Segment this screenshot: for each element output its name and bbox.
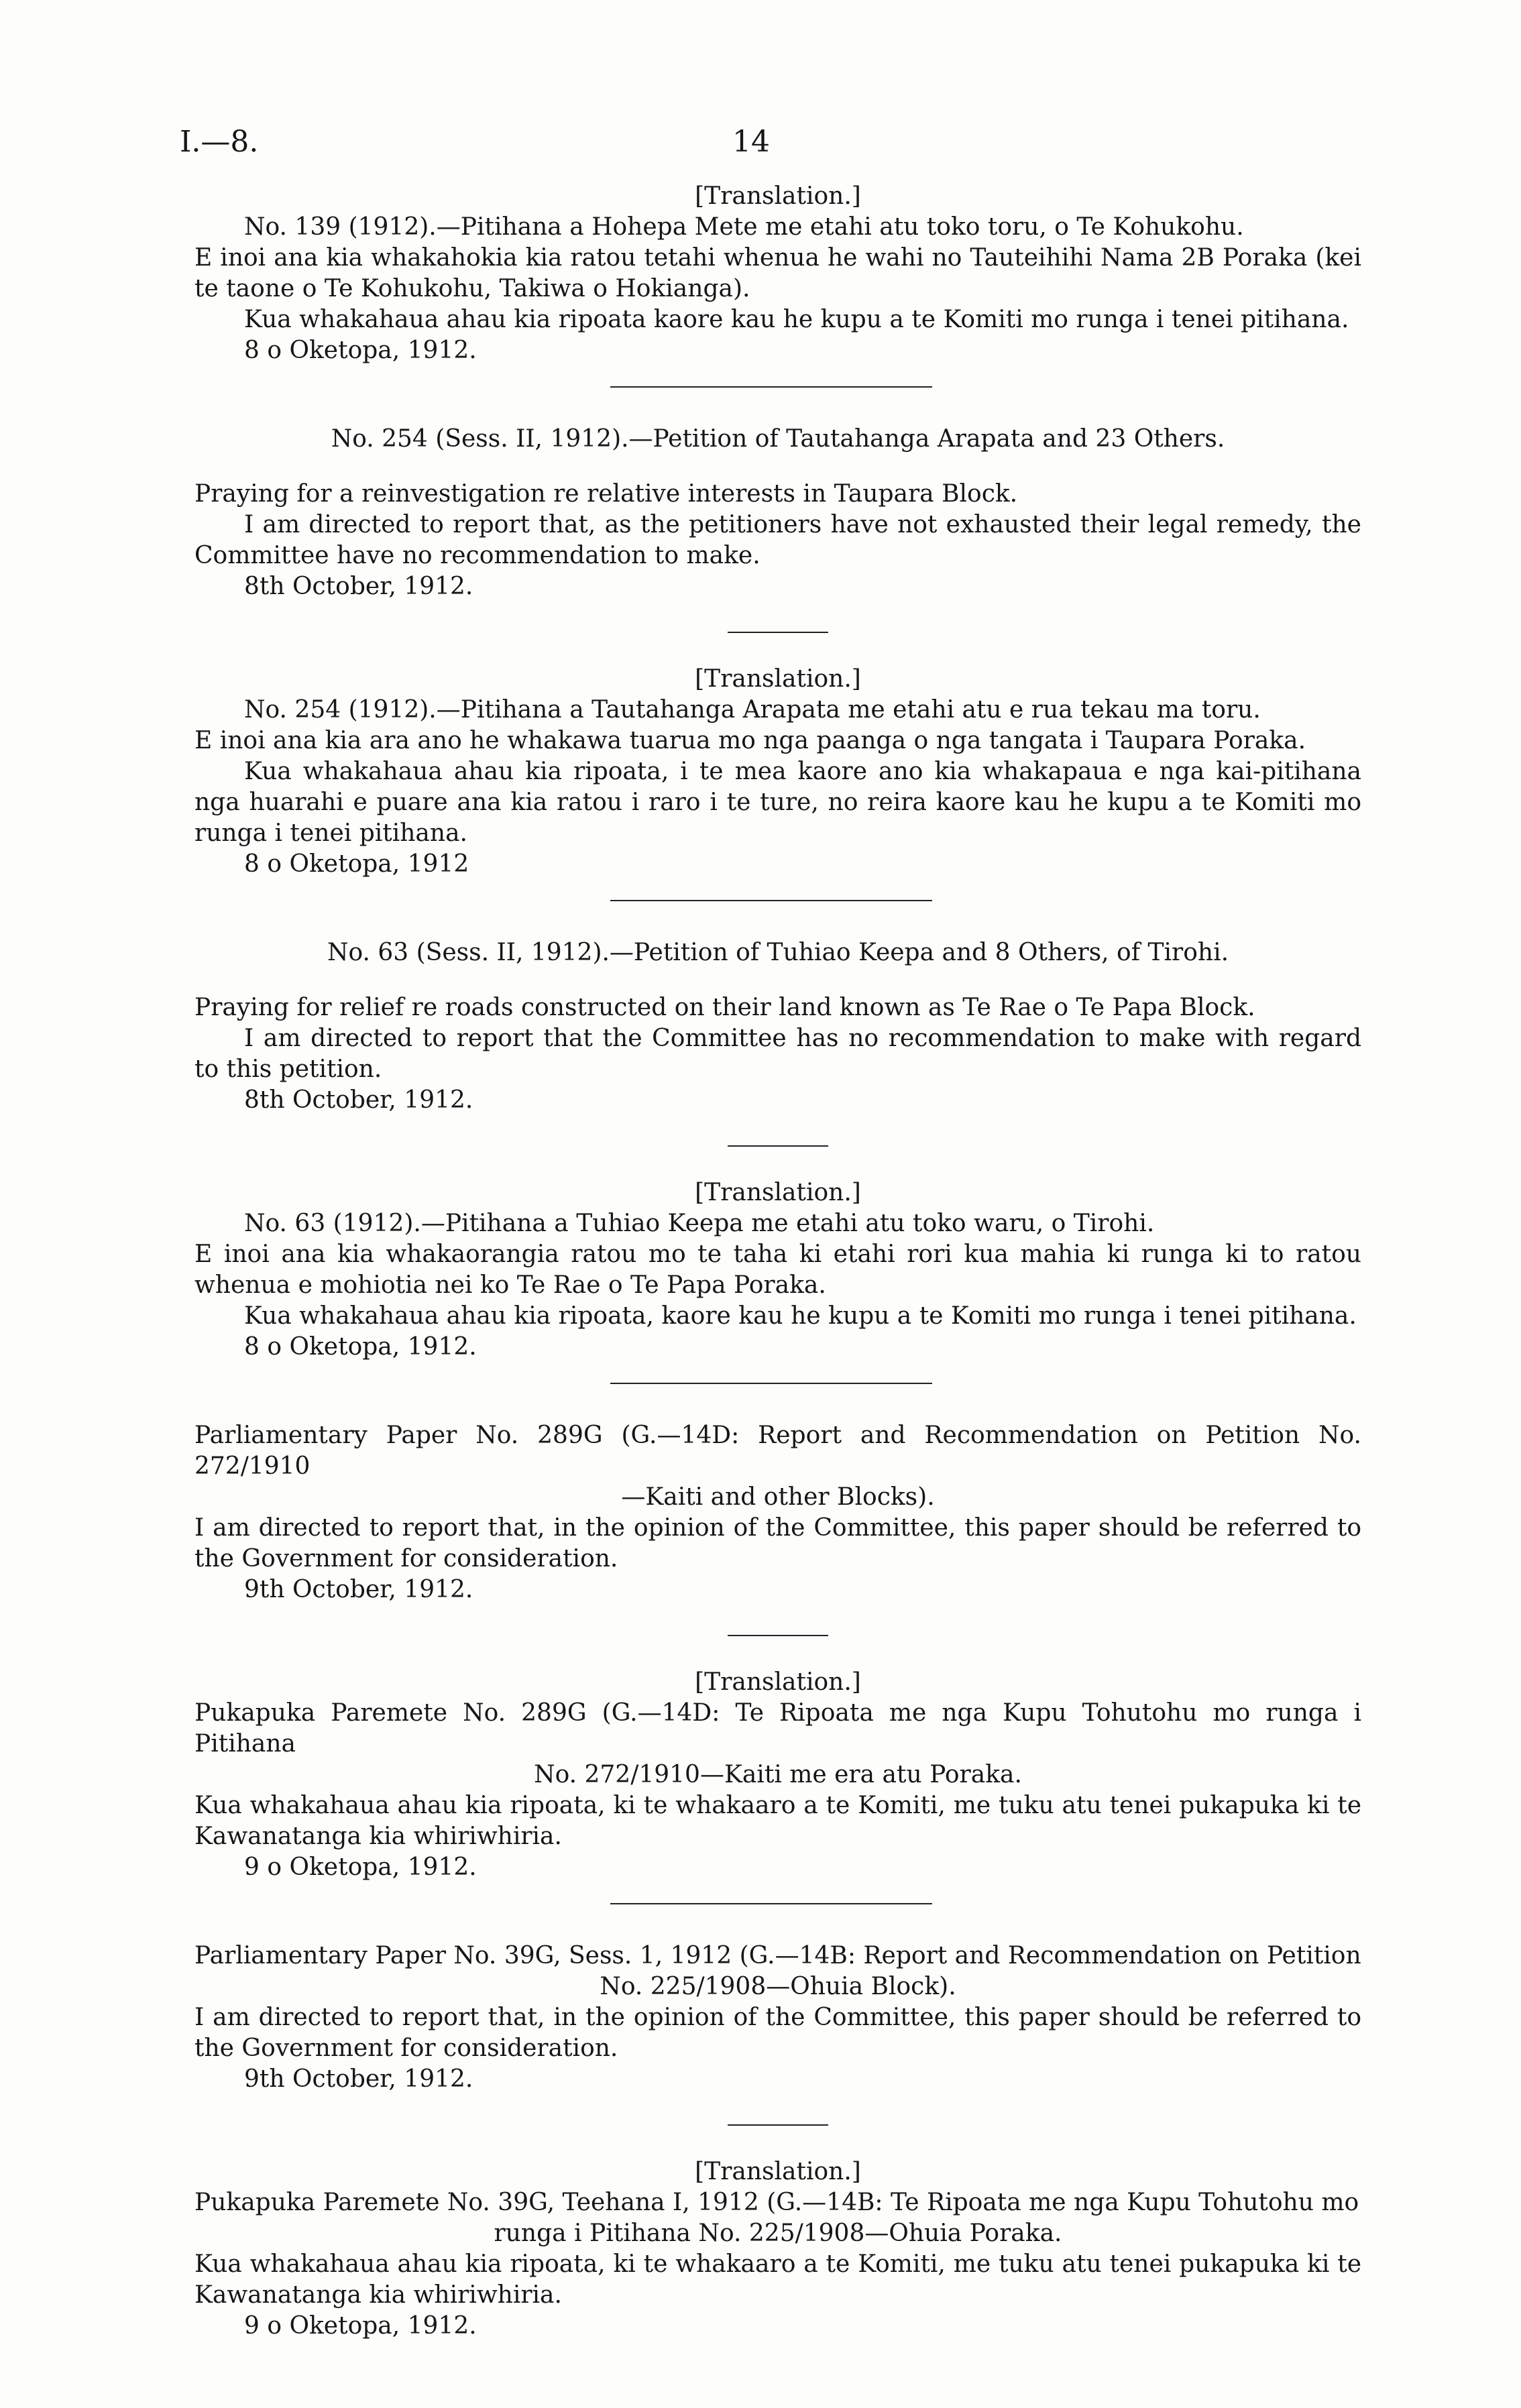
committee-report: I am directed to report that, in the opinion of the Committee, this paper should be referred to the Government for consideration. <box>194 1514 1361 1572</box>
petition-body: Praying for a reinvestigation re relative interests in Taupara Block. <box>194 480 1018 508</box>
petition-body: E inoi ana kia whakahokia kia ratou tetahi whenua he wahi no Tauteihihi Nama 2B Poraka (kei te taone o Te Kohukohu, Takiwa o Hokianga). <box>194 244 1361 302</box>
section-divider <box>728 2124 828 2126</box>
section-divider <box>610 1383 932 1384</box>
section-petition-63 <box>194 937 1361 1116</box>
paper-title <box>194 1941 1361 2002</box>
section-divider <box>610 900 932 901</box>
petition-title: No. 63 (1912).—Pitihana a Tuhiao Keepa me etahi atu toko waru, o Tirohi. <box>244 1210 1155 1237</box>
petition-title: No. 254 (Sess. II, 1912).—Petition of Tautahanga Arapata and 23 Others. <box>331 425 1225 453</box>
section-petition-139-translation <box>194 181 1361 366</box>
committee-report: Kua whakahaua ahau kia ripoata, ki te whakaaro a te Komiti, me tuku atu tenei pukapuka ki te Kawanatanga kia whiriwhiria. <box>194 2250 1361 2309</box>
report-date: 9 o Oketopa, 1912. <box>244 2312 477 2340</box>
section-pukapuka-39g-translation <box>194 2157 1361 2342</box>
page-content <box>194 181 1361 2342</box>
committee-report: I am directed to report that, in the opinion of the Committee, this paper should be referred to the Government for consideration. <box>194 2004 1361 2062</box>
report-date: 8th October, 1912. <box>244 1086 473 1114</box>
translation-label: [Translation.] <box>695 665 861 693</box>
petition-body: E inoi ana kia ara ano he whakawa tuarua mo nga paanga o nga tangata i Taupara Poraka. <box>194 727 1306 754</box>
paper-title <box>194 1420 1361 1513</box>
paper-title-line-2: No. 272/1910—Kaiti me era atu Poraka. <box>534 1761 1022 1788</box>
section-divider <box>728 1145 828 1147</box>
committee-report: Kua whakahaua ahau kia ripoata, i te mea kaore ano kia whakapaua e nga kai-pitihana nga huarahi e puare ana kia ratou i raro i te ture, no reira kaore kau he kupu a te Komiti mo runga i tenei pitihana. <box>194 758 1361 847</box>
report-date: 8 o Oketopa, 1912. <box>244 1333 477 1361</box>
petition-title: No. 63 (Sess. II, 1912).—Petition of Tuhiao Keepa and 8 Others, of Tirohi. <box>327 939 1229 966</box>
paper-title-line-2: runga i Pitihana No. 225/1908—Ohuia Poraka. <box>494 2220 1062 2247</box>
section-parliamentary-paper-289g <box>194 1420 1361 1605</box>
committee-report: I am directed to report that, as the petitioners have not exhausted their legal remedy, the Committee have no recommendation to make. <box>194 511 1361 569</box>
petition-body: Praying for relief re roads constructed on their land known as Te Rae o Te Papa Block. <box>194 994 1255 1021</box>
report-date: 9th October, 1912. <box>244 1576 473 1603</box>
paper-title <box>194 2187 1361 2249</box>
section-divider <box>610 386 932 388</box>
report-date: 9th October, 1912. <box>244 2065 473 2093</box>
paper-title <box>194 1698 1361 1790</box>
paper-title-line-1: Pukapuka Paremete No. 39G, Teehana I, 1912 (G.—14B: Te Ripoata me nga Kupu Tohutohu mo <box>194 2189 1359 2216</box>
report-date: 9 o Oketopa, 1912. <box>244 1853 477 1881</box>
petition-body: E inoi ana kia whakaorangia ratou mo te taha ki etahi rori kua mahia ki runga ki to ratou whenua e mohiotia nei ko Te Rae o Te Papa Poraka. <box>194 1241 1361 1299</box>
committee-report: Kua whakahaua ahau kia ripoata kaore kau he kupu a te Komiti mo runga i tenei pitihana. <box>244 306 1349 333</box>
committee-report: I am directed to report that the Committee has no recommendation to make with regard to this petition. <box>194 1025 1361 1083</box>
petition-title: No. 254 (1912).—Pitihana a Tautahanga Arapata me etahi atu e rua tekau ma toru. <box>244 696 1261 724</box>
paper-title-line-2: No. 225/1908—Ohuia Block). <box>600 1973 956 2000</box>
section-petition-254 <box>194 424 1361 602</box>
paper-title-line-1: Parliamentary Paper No. 39G, Sess. 1, 1912 (G.—14B: Report and Recommendation on Petition <box>194 1942 1361 1969</box>
page-number: 14 <box>732 125 770 159</box>
report-date: 8 o Oketopa, 1912 <box>244 850 469 878</box>
petition-title: No. 139 (1912).—Pitihana a Hohepa Mete me etahi atu toko toru, o Te Kohukohu. <box>244 213 1244 241</box>
paper-title-line-2: —Kaiti and other Blocks). <box>621 1483 935 1511</box>
translation-label: [Translation.] <box>695 2158 861 2185</box>
section-divider <box>610 1903 932 1904</box>
document-reference: I.—8. <box>180 125 259 159</box>
report-date: 8 o Oketopa, 1912. <box>244 337 477 364</box>
paper-title-line-1: Pukapuka Paremete No. 289G (G.—14D: Te Ripoata me nga Kupu Tohutohu mo runga i Pitihana <box>194 1699 1361 1758</box>
section-petition-254-translation <box>194 664 1361 880</box>
section-parliamentary-paper-39g <box>194 1941 1361 2095</box>
committee-report: Kua whakahaua ahau kia ripoata, kaore kau he kupu a te Komiti mo runga i tenei pitihana. <box>244 1302 1357 1330</box>
committee-report: Kua whakahaua ahau kia ripoata, ki te whakaaro a te Komiti, me tuku atu tenei pukapuka ki te Kawanatanga kia whiriwhiria. <box>194 1792 1361 1850</box>
section-divider <box>728 632 828 633</box>
paper-title-line-1: Parliamentary Paper No. 289G (G.—14D: Report and Recommendation on Petition No. 272/1910 <box>194 1422 1361 1480</box>
section-divider <box>728 1635 828 1636</box>
section-petition-63-translation <box>194 1178 1361 1363</box>
report-date: 8th October, 1912. <box>244 573 473 600</box>
section-pukapuka-289g-translation <box>194 1667 1361 1883</box>
translation-label: [Translation.] <box>695 182 861 210</box>
translation-label: [Translation.] <box>695 1179 861 1206</box>
translation-label: [Translation.] <box>695 1668 861 1696</box>
